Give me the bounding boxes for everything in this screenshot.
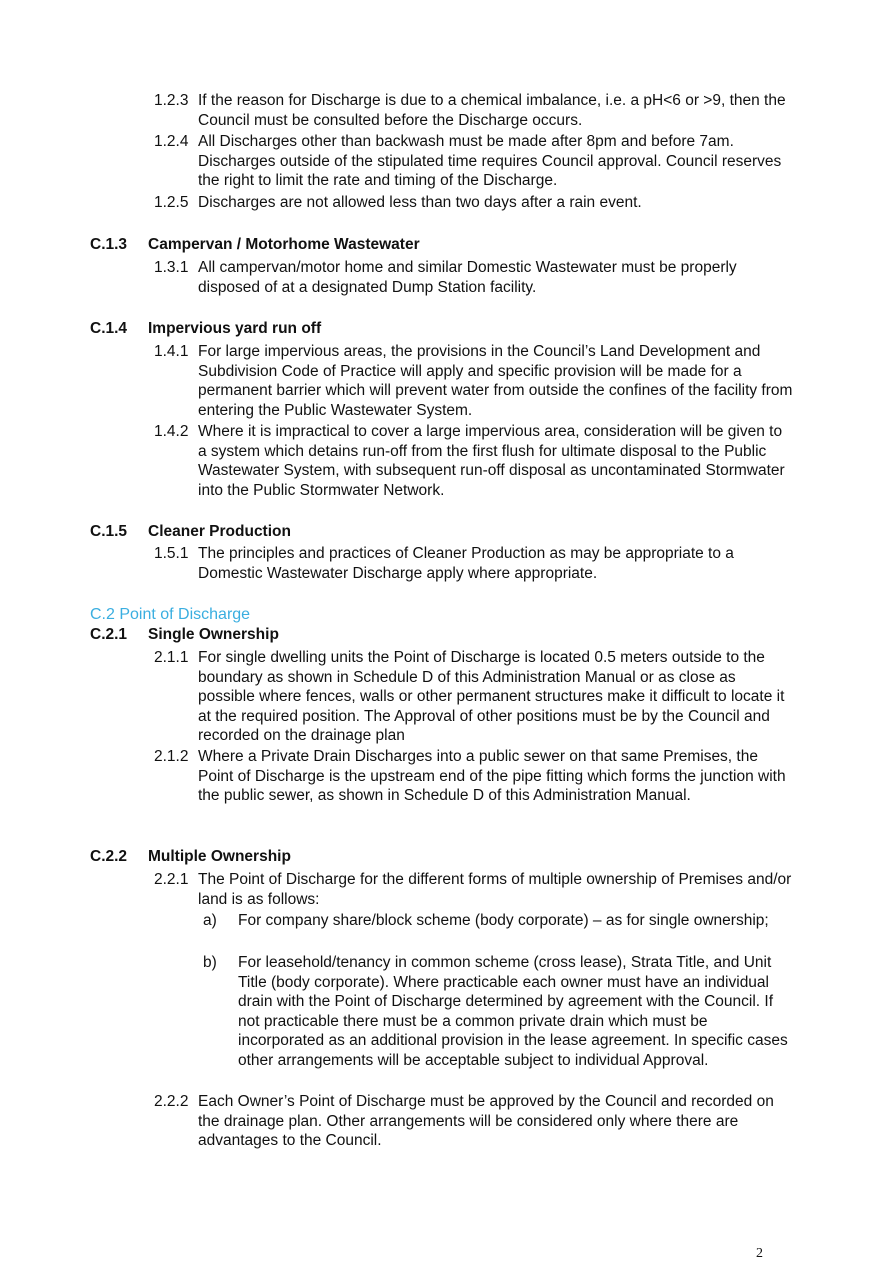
- heading-c-2-2: [90, 847, 291, 867]
- clause-2-1-2: [154, 747, 794, 806]
- heading-title: Cleaner Production: [148, 523, 291, 540]
- clause-number: 1.2.5: [154, 194, 189, 211]
- clause-text: The principles and practices of Cleaner Production as may be appropriate to a Domestic Wastewater Discharge apply where appropriate.: [198, 545, 734, 582]
- clause-2-2-1: [154, 870, 794, 909]
- sub-clause-a: [203, 911, 793, 931]
- sub-clause-letter: b): [203, 954, 217, 971]
- sub-clause-text: For leasehold/tenancy in common scheme (cross lease), Strata Title, and Unit Title (body corporate). Where practicable each owner must have an individual drain with the Point of Discharge determined by agreement with the Council. If not practicable there must be a common private drain which must be incorporated as an additional provision in the lease agreement. In specific cases other arrangements will be acceptable subject to individual Approval.: [238, 954, 788, 1069]
- section-title-c-2: C.2 Point of Discharge: [90, 606, 251, 623]
- clause-text: For large impervious areas, the provisions in the Council’s Land Development and Subdivision Code of Practice will apply and specific provision will be made for a permanent barrier which will prevent water from outside the confines of the facility from entering the Public Wastewater System.: [198, 343, 793, 419]
- sub-clause-text: For company share/block scheme (body corporate) – as for single ownership;: [238, 912, 769, 929]
- clause-number: 1.4.1: [154, 343, 189, 360]
- clause-1-5-1: [154, 544, 794, 583]
- clause-number: 2.2.1: [154, 871, 189, 888]
- heading-title: Impervious yard run off: [148, 320, 322, 337]
- clause-1-4-2: [154, 422, 794, 500]
- clause-2-2-2: [154, 1092, 794, 1151]
- heading-title: Multiple Ownership: [148, 848, 291, 865]
- clause-number: 1.5.1: [154, 545, 189, 562]
- heading-number: C.2.2: [90, 848, 128, 865]
- clause-1-2-3: [154, 91, 794, 130]
- heading-c-1-5: [90, 522, 291, 542]
- clause-number: 2.2.2: [154, 1093, 189, 1110]
- clause-1-2-5: [154, 193, 794, 213]
- clause-text: If the reason for Discharge is due to a chemical imbalance, i.e. a pH<6 or >9, then the Council must be consulted before the Discharge occurs.: [198, 92, 786, 129]
- clause-1-2-4: [154, 132, 794, 191]
- clause-text: Where it is impractical to cover a large impervious area, consideration will be given to a system which detains run-off from the first flush for ultimate disposal to the Public Wastewater System, with subsequent run-off disposal as uncontaminated Stormwater into the Public Stormwater Network.: [198, 423, 785, 499]
- clause-number: 1.2.4: [154, 133, 189, 150]
- clause-number: 1.2.3: [154, 92, 189, 109]
- clause-1-3-1: [154, 258, 794, 297]
- heading-number: C.1.4: [90, 320, 128, 337]
- heading-c-1-4: [90, 319, 321, 339]
- page-number: 2: [756, 1246, 763, 1261]
- clause-text: All Discharges other than backwash must be made after 8pm and before 7am. Discharges outside of the stipulated time requires Council approval. Council reserves the right to limit the rate and timing of the Discharge.: [198, 133, 782, 189]
- sub-clause-b: [203, 953, 793, 1070]
- heading-title: Campervan / Motorhome Wastewater: [148, 236, 420, 253]
- clause-number: 2.1.2: [154, 748, 189, 765]
- clause-text: Each Owner’s Point of Discharge must be approved by the Council and recorded on the drainage plan. Other arrangements will be considered only where there are advantages to the Council.: [198, 1093, 774, 1149]
- heading-number: C.2.1: [90, 626, 128, 643]
- clause-number: 1.3.1: [154, 259, 189, 276]
- clause-text: Discharges are not allowed less than two days after a rain event.: [198, 194, 642, 211]
- heading-c-2-1: [90, 625, 279, 645]
- heading-title: Single Ownership: [148, 626, 279, 643]
- clause-text: Where a Private Drain Discharges into a public sewer on that same Premises, the Point of Discharge is the upstream end of the pipe fitting which forms the junction with the public sewer, as shown in Schedule D of this Administration Manual.: [198, 748, 786, 804]
- clause-2-1-1: [154, 648, 794, 746]
- heading-c-1-3: [90, 235, 420, 255]
- heading-number: C.1.3: [90, 236, 128, 253]
- sub-clause-letter: a): [203, 912, 217, 929]
- clause-text: The Point of Discharge for the different forms of multiple ownership of Premises and/or land is as follows:: [198, 871, 792, 908]
- clause-1-4-1: [154, 342, 794, 420]
- clause-text: All campervan/motor home and similar Domestic Wastewater must be properly disposed of at a designated Dump Station facility.: [198, 259, 737, 296]
- clause-number: 1.4.2: [154, 423, 189, 440]
- clause-number: 2.1.1: [154, 649, 189, 666]
- clause-text: For single dwelling units the Point of Discharge is located 0.5 meters outside to the boundary as shown in Schedule D of this Administration Manual or as close as possible where fences, walls or other permanent structures make it difficult to locate it at the required position. The Approval of other positions must be by the Council and recorded on the drainage plan: [198, 649, 785, 744]
- heading-number: C.1.5: [90, 523, 128, 540]
